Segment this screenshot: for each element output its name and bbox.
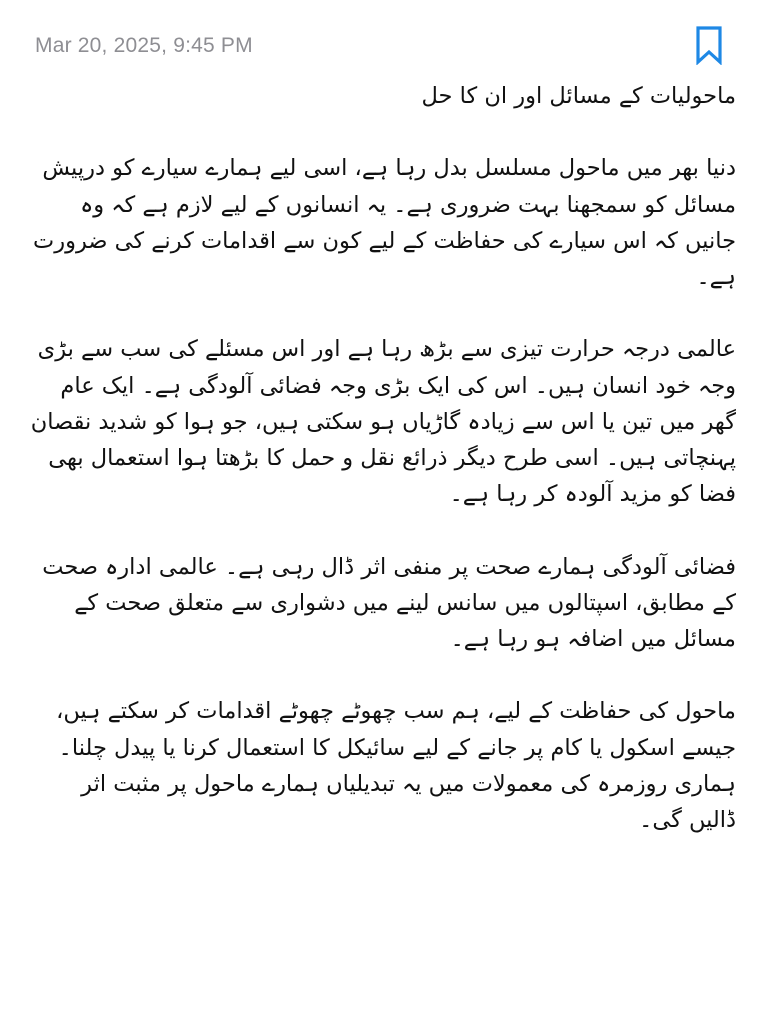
note-title: ماحولیات کے مسائل اور ان کا حل xyxy=(421,83,736,109)
note-paragraph: عالمی درجہ حرارت تیزی سے بڑھ رہا ہے اور اس مسئلے کی سب سے بڑی وجہ خود انسان ہیں۔ اس کی ایک بڑی وجہ فضائی آلودگی ہے۔ ایک عام گھر میں تین یا اس سے زیادہ گاڑیاں ہو سکتی ہیں، جو ہوا کو شدید نقصان پہنچاتی ہیں۔ اسی طرح دیگر ذرائع نقل و حمل کا بڑھتا ہوا استعمال بھی فضا کو مزید آلودہ کر رہا ہے۔ xyxy=(30,336,736,508)
note-body[interactable] xyxy=(30,78,736,838)
bookmark-icon xyxy=(694,25,724,65)
note-paragraph: دنیا بھر میں ماحول مسلسل بدل رہا ہے، اسی لیے ہمارے سیارے کو درپیش مسائل کو سمجھنا بہت ضروری ہے۔ یہ انسانوں کے لیے لازم ہے کہ وہ جانیں کہ اس سیارے کی حفاظت کے لیے کون سے اقدامات کرنے کی ضرورت ہے۔ xyxy=(33,155,736,290)
bookmark-button[interactable] xyxy=(688,22,730,68)
note-header xyxy=(0,0,768,80)
note-paragraph: فضائی آلودگی ہمارے صحت پر منفی اثر ڈال رہی ہے۔ عالمی ادارہ صحت کے مطابق، اسپتالوں میں سانس لینے میں دشواری سے متعلق صحت کے مسائل میں اضافہ ہو رہا ہے۔ xyxy=(42,553,736,652)
note-paragraph: ماحول کی حفاظت کے لیے، ہم سب چھوٹے چھوٹے اقدامات کر سکتے ہیں، جیسے اسکول یا کام پر جانے کے لیے سائیکل کا استعمال کرنا یا پیدل چلنا۔ ہماری روزمرہ کی معمولات میں یہ تبدیلیاں ہمارے ماحول پر مثبت اثر ڈالیں گی۔ xyxy=(56,698,736,833)
note-timestamp: Mar 20, 2025, 9:45 PM xyxy=(35,34,253,57)
